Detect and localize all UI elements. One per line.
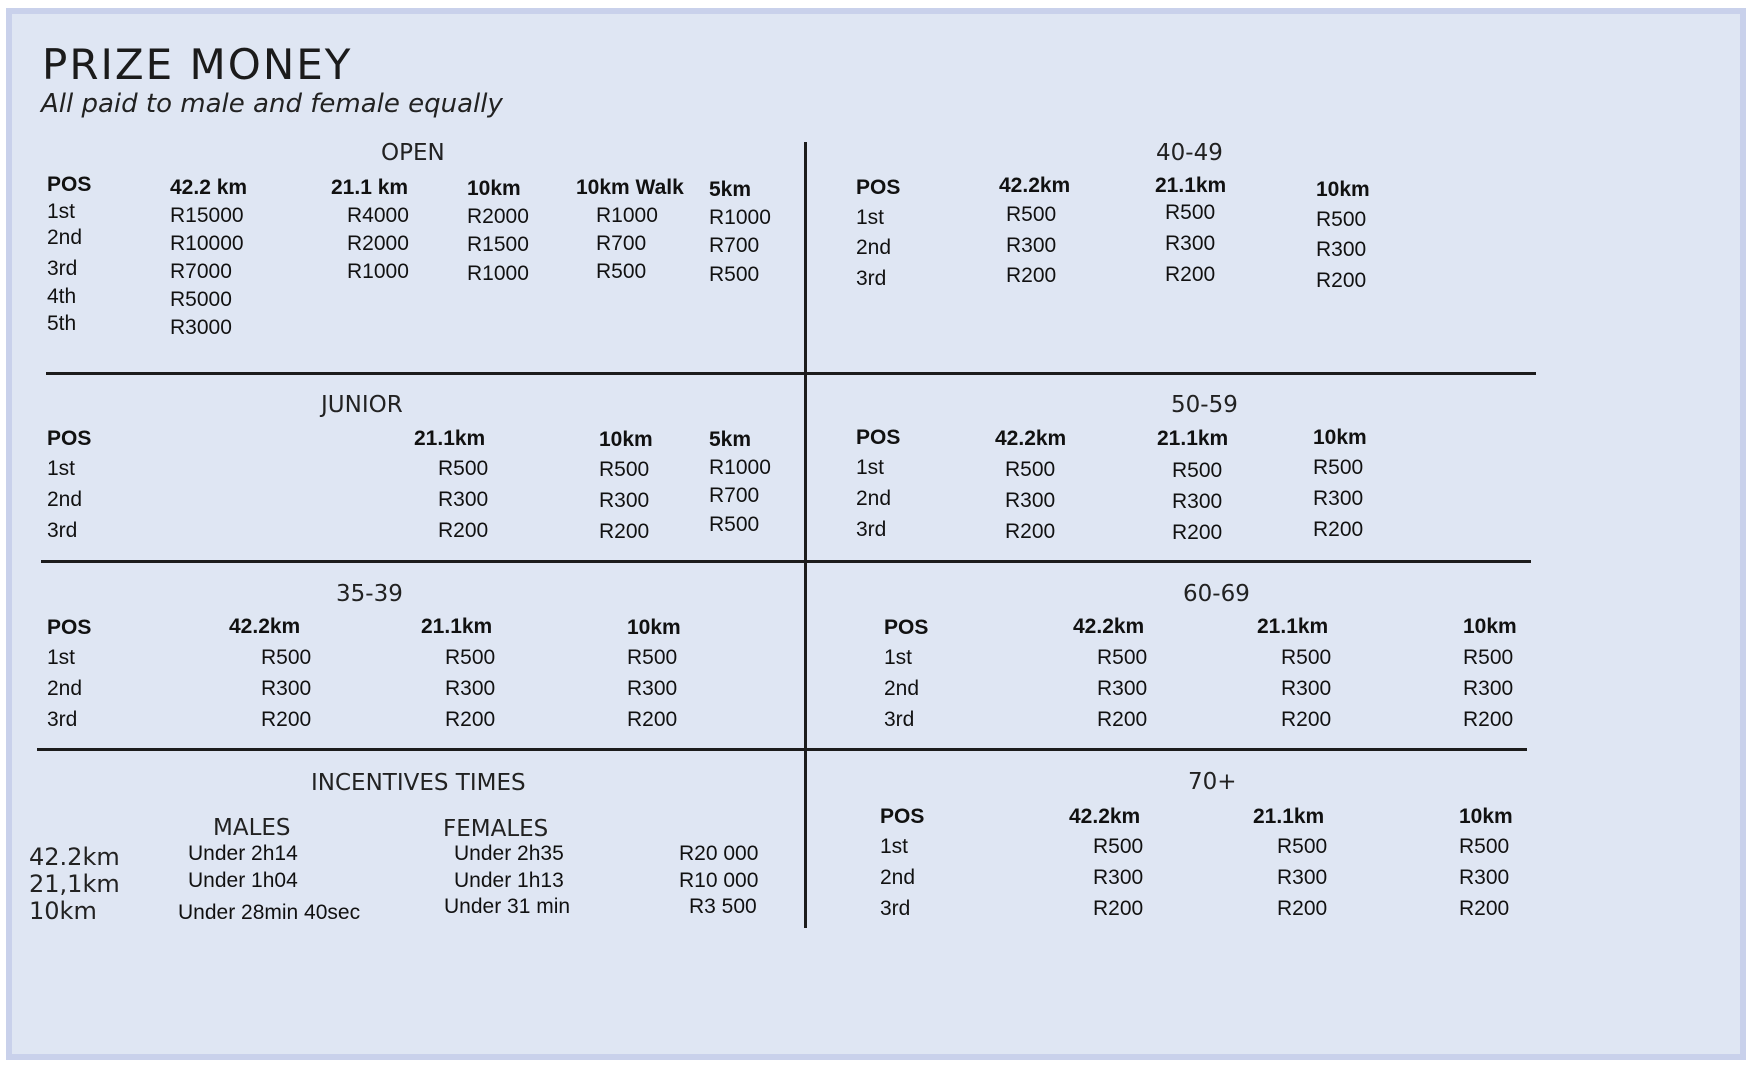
section-title-junior: JUNIOR xyxy=(321,392,403,418)
prize-cell: R300 xyxy=(1005,489,1056,512)
pos-cell: 2nd xyxy=(880,866,916,889)
section-title-incentives: INCENTIVES TIMES xyxy=(311,770,526,796)
male-time: Under 28min 40sec xyxy=(178,901,361,924)
prize-cell: R300 xyxy=(1277,866,1328,889)
prize-cell: R200 xyxy=(1277,897,1328,920)
prize-cell: R500 xyxy=(599,458,650,481)
column-header: 21.1km xyxy=(414,427,486,450)
prize-cell: R300 xyxy=(1463,677,1514,700)
prize-cell: R300 xyxy=(445,677,496,700)
prize-cell: R10000 xyxy=(170,232,244,255)
section-title-50-59: 50-59 xyxy=(1171,392,1238,418)
prize-cell: R200 xyxy=(1281,708,1332,731)
pos-cell: 2nd xyxy=(47,226,83,249)
prize-cell: R500 xyxy=(1316,208,1367,231)
female-time: Under 2h35 xyxy=(454,842,564,865)
column-header: 10km xyxy=(1313,426,1367,449)
prize-cell: R1000 xyxy=(347,260,409,283)
column-header: 21.1 km xyxy=(331,176,409,199)
prize-cell: R300 xyxy=(627,677,678,700)
column-header: 21.1km xyxy=(1155,174,1227,197)
incentive-prize: R20 000 xyxy=(679,842,759,865)
prize-cell: R200 xyxy=(1093,897,1144,920)
column-header: 10km xyxy=(467,177,521,200)
prize-cell: R5000 xyxy=(170,288,232,311)
prize-cell: R500 xyxy=(1313,456,1364,479)
pos-cell: 1st xyxy=(856,456,885,479)
prize-cell: R300 xyxy=(261,677,312,700)
prize-cell: R300 xyxy=(438,488,489,511)
prize-cell: R500 xyxy=(1093,835,1144,858)
pos-cell: 3rd xyxy=(47,257,78,280)
prize-cell: R300 xyxy=(599,489,650,512)
prize-cell: R3000 xyxy=(170,316,232,339)
prize-cell: R200 xyxy=(1005,520,1056,543)
males-label: MALES xyxy=(213,815,291,841)
prize-cell: R300 xyxy=(1281,677,1332,700)
prize-cell: R500 xyxy=(1172,459,1223,482)
divider-row-3 xyxy=(37,748,1527,751)
column-header: 10km Walk xyxy=(576,176,684,199)
prize-cell: R500 xyxy=(1005,458,1056,481)
column-header: 42.2 km xyxy=(170,176,248,199)
incentive-distance: 21,1km xyxy=(29,870,120,898)
female-time: Under 1h13 xyxy=(454,869,564,892)
pos-cell: 5th xyxy=(47,312,77,335)
pos-cell: 1st xyxy=(47,646,76,669)
male-time: Under 1h04 xyxy=(188,869,298,892)
prize-cell: R1000 xyxy=(467,262,529,285)
incentive-prize: R3 500 xyxy=(689,895,757,918)
prize-cell: R200 xyxy=(261,708,312,731)
prize-cell: R200 xyxy=(1463,708,1514,731)
prize-cell: R700 xyxy=(709,484,760,507)
prize-cell: R500 xyxy=(1459,835,1510,858)
column-header: 42.2km xyxy=(1069,805,1141,828)
column-header: 5km xyxy=(709,428,752,451)
prize-cell: R500 xyxy=(261,646,312,669)
pos-cell: 3rd xyxy=(856,267,887,290)
column-header: 42.2km xyxy=(999,174,1071,197)
pos-header: POS xyxy=(47,616,92,639)
prize-cell: R200 xyxy=(627,708,678,731)
prize-cell: R500 xyxy=(596,260,647,283)
pos-cell: 1st xyxy=(856,206,885,229)
column-header: 21.1km xyxy=(1157,427,1229,450)
incentive-distance: 10km xyxy=(29,897,97,925)
prize-cell: R500 xyxy=(445,646,496,669)
prize-cell: R200 xyxy=(1165,263,1216,286)
prize-cell: R500 xyxy=(438,457,489,480)
column-header: 21.1km xyxy=(1253,805,1325,828)
pos-header: POS xyxy=(880,805,925,828)
column-header: 42.2km xyxy=(1073,615,1145,638)
pos-cell: 3rd xyxy=(880,897,911,920)
pos-header: POS xyxy=(884,616,929,639)
prize-cell: R1000 xyxy=(709,456,771,479)
prize-cell: R300 xyxy=(1165,232,1216,255)
prize-cell: R200 xyxy=(438,519,489,542)
pos-cell: 1st xyxy=(47,457,76,480)
prize-cell: R500 xyxy=(1097,646,1148,669)
pos-cell: 1st xyxy=(880,835,909,858)
prize-cell: R4000 xyxy=(347,204,409,227)
column-header: 5km xyxy=(709,178,752,201)
column-header: 10km xyxy=(1316,178,1370,201)
prize-cell: R500 xyxy=(1165,201,1216,224)
prize-cell: R1000 xyxy=(709,206,771,229)
pos-cell: 2nd xyxy=(856,236,892,259)
prize-cell: R300 xyxy=(1093,866,1144,889)
column-header: 42.2km xyxy=(229,615,301,638)
pos-cell: 3rd xyxy=(47,519,78,542)
pos-cell: 4th xyxy=(47,285,77,308)
prize-cell: R500 xyxy=(1006,203,1057,226)
column-header: 10km xyxy=(1459,805,1513,828)
prize-cell: R700 xyxy=(596,232,647,255)
prize-cell: R1500 xyxy=(467,233,529,256)
column-header: 21.1km xyxy=(1257,615,1329,638)
prize-cell: R500 xyxy=(709,513,760,536)
prize-cell: R1000 xyxy=(596,204,658,227)
prize-cell: R7000 xyxy=(170,260,232,283)
pos-header: POS xyxy=(47,427,92,450)
prize-cell: R500 xyxy=(1281,646,1332,669)
pos-cell: 3rd xyxy=(884,708,915,731)
pos-cell: 2nd xyxy=(47,677,83,700)
prize-cell: R200 xyxy=(599,520,650,543)
section-title-70-plus: 70+ xyxy=(1188,769,1237,795)
prize-cell: R700 xyxy=(709,234,760,257)
column-header: 42.2km xyxy=(995,427,1067,450)
prize-cell: R300 xyxy=(1316,238,1367,261)
prize-cell: R200 xyxy=(1097,708,1148,731)
column-header: 10km xyxy=(599,428,653,451)
prize-cell: R200 xyxy=(1006,264,1057,287)
column-header: 10km xyxy=(1463,615,1517,638)
prize-cell: R200 xyxy=(445,708,496,731)
females-label: FEMALES xyxy=(443,816,549,842)
prize-cell: R300 xyxy=(1006,234,1057,257)
prize-cell: R200 xyxy=(1313,518,1364,541)
female-time: Under 31 min xyxy=(444,895,571,918)
prize-cell: R500 xyxy=(709,263,760,286)
pos-cell: 2nd xyxy=(856,487,892,510)
prize-cell: R200 xyxy=(1316,269,1367,292)
divider-row-2 xyxy=(41,560,1531,563)
pos-cell: 2nd xyxy=(884,677,920,700)
incentive-distance: 42.2km xyxy=(29,843,120,871)
incentive-prize: R10 000 xyxy=(679,869,759,892)
pos-cell: 1st xyxy=(884,646,913,669)
male-time: Under 2h14 xyxy=(188,842,298,865)
prize-money-card xyxy=(6,8,1746,1060)
prize-cell: R300 xyxy=(1097,677,1148,700)
pos-cell: 3rd xyxy=(47,708,78,731)
vertical-divider xyxy=(804,142,807,928)
page-title: PRIZE MONEY xyxy=(42,40,353,89)
pos-cell: 3rd xyxy=(856,518,887,541)
pos-header: POS xyxy=(856,426,901,449)
divider-row-1 xyxy=(46,372,1536,375)
prize-cell: R500 xyxy=(1277,835,1328,858)
prize-cell: R300 xyxy=(1172,490,1223,513)
prize-cell: R2000 xyxy=(347,232,409,255)
section-title-60-69: 60-69 xyxy=(1183,581,1250,607)
column-header: 10km xyxy=(627,616,681,639)
pos-cell: 2nd xyxy=(47,488,83,511)
pos-cell: 1st xyxy=(47,200,76,223)
page-subtitle: All paid to male and female equally xyxy=(41,89,503,119)
prize-cell: R15000 xyxy=(170,204,244,227)
prize-cell: R2000 xyxy=(467,205,529,228)
prize-cell: R300 xyxy=(1459,866,1510,889)
pos-header: POS xyxy=(47,173,92,196)
prize-cell: R300 xyxy=(1313,487,1364,510)
prize-cell: R200 xyxy=(1172,521,1223,544)
prize-cell: R500 xyxy=(1463,646,1514,669)
pos-header: POS xyxy=(856,176,901,199)
prize-cell: R500 xyxy=(627,646,678,669)
prize-cell: R200 xyxy=(1459,897,1510,920)
column-header: 21.1km xyxy=(421,615,493,638)
section-title-open: OPEN xyxy=(381,140,445,166)
section-title-40-49: 40-49 xyxy=(1156,140,1223,166)
section-title-35-39: 35-39 xyxy=(336,581,403,607)
